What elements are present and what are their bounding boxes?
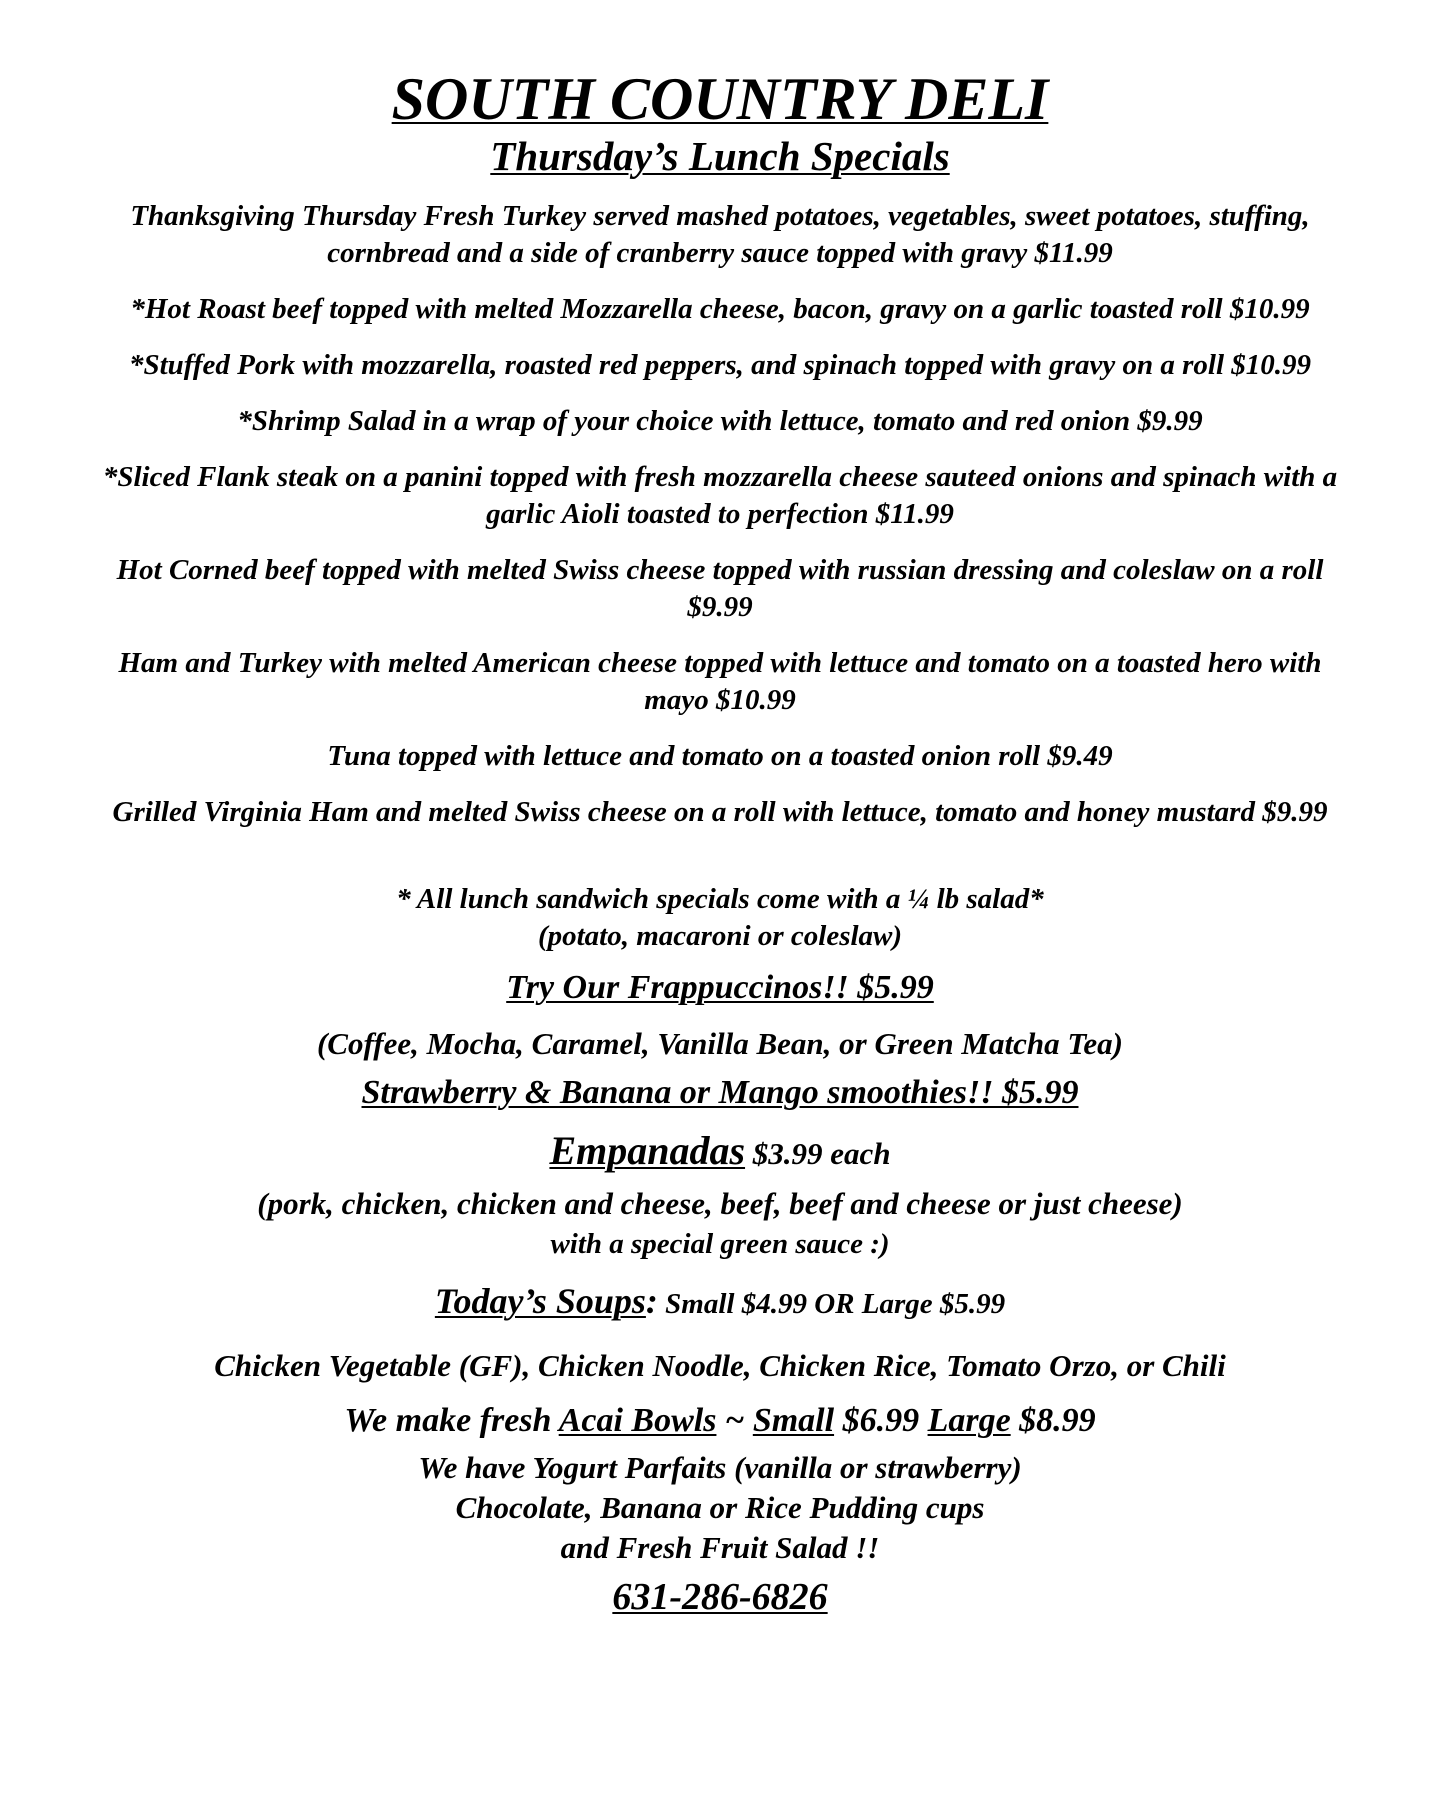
phone-number: 631-286-6826 [612, 1576, 828, 1618]
acai-large-label: Large [927, 1402, 1011, 1439]
special-flank-steak: *Sliced Flank steak on a panini topped with fresh mozzarella cheese sauteed onions and spinach with a garlic Aioli toasted to perfection $11.99 [102, 461, 1338, 530]
special-tuna: Tuna topped with lettuce and tomato on a toasted onion roll $9.49 [327, 740, 1113, 772]
acai-sep: ~ [716, 1402, 753, 1439]
deli-name: SOUTH COUNTRY DELI [391, 66, 1049, 132]
empanadas-sauce-note: with a special green sauce :) [550, 1228, 890, 1260]
specials-list [0, 198, 1440, 831]
special-turkey: Thanksgiving Thursday Fresh Turkey served mashed potatoes, vegetables, sweet potatoes, stuffing, cornbread and a side of cranberry sauce topped with gravy $11.99 [130, 200, 1310, 269]
special-stuffed-pork: *Stuffed Pork with mozzarella, roasted red peppers, and spinach topped with gravy on a roll $10.99 [128, 349, 1312, 381]
acai-label: Acai Bowls [558, 1402, 717, 1439]
extra-fruit-salad: and Fresh Fruit Salad !! [560, 1530, 880, 1565]
special-shrimp-salad: *Shrimp Salad in a wrap of your choice with lettuce, tomato and red onion $9.99 [237, 405, 1203, 437]
acai-prefix: We make fresh [344, 1402, 559, 1439]
acai-small-price: $6.99 [834, 1402, 928, 1439]
special-ham-turkey: Ham and Turkey with melted American cheese topped with lettuce and tomato on a toasted hero with mayo $10.99 [118, 647, 1322, 716]
frappuccino-flavors: (Coffee, Mocha, Caramel, Vanilla Bean, or Green Matcha Tea) [316, 1026, 1123, 1061]
specials-subtitle: Thursday’s Lunch Specials [490, 133, 950, 179]
special-virginia-ham: Grilled Virginia Ham and melted Swiss cheese on a roll with lettuce, tomato and honey mustard $9.99 [112, 796, 1328, 828]
frappuccino-heading: Try Our Frappuccinos!! $5.99 [506, 969, 934, 1006]
empanadas-line [0, 1127, 1440, 1184]
soups-line [0, 1278, 1440, 1332]
salad-note: * All lunch sandwich specials come with a ¼ lb salad* [396, 883, 1044, 915]
extra-yogurt: We have Yogurt Parfaits (vanilla or strawberry) [418, 1450, 1022, 1485]
soups-price: Small $4.99 OR Large $5.99 [657, 1288, 1006, 1320]
extra-pudding: Chocolate, Banana or Rice Pudding cups [455, 1490, 985, 1525]
empanadas-heading: Empanadas [549, 1128, 746, 1173]
acai-large-price: $8.99 [1010, 1402, 1096, 1439]
soups-colon: : [645, 1281, 658, 1321]
soups-heading: Today’s Soups [434, 1281, 646, 1321]
empanadas-fillings: (pork, chicken, chicken and cheese, beef, beef and cheese or just cheese) [257, 1186, 1183, 1221]
empanadas-price: $3.99 each [745, 1136, 891, 1171]
special-corned-beef: Hot Corned beef topped with melted Swiss cheese topped with russian dressing and coleslaw on a roll $9.99 [116, 554, 1324, 623]
salad-options: (potato, macaroni or coleslaw) [537, 920, 903, 952]
smoothies-line: Strawberry & Banana or Mango smoothies!! $5.99 [361, 1074, 1079, 1111]
special-roast-beef: *Hot Roast beef topped with melted Mozzarella cheese, bacon, gravy on a garlic toasted roll $10.99 [130, 293, 1310, 325]
acai-line [0, 1400, 1440, 1442]
soups-list: Chicken Vegetable (GF), Chicken Noodle, Chicken Rice, Tomato Orzo, or Chili [214, 1348, 1226, 1383]
acai-small-label: Small [752, 1402, 835, 1439]
